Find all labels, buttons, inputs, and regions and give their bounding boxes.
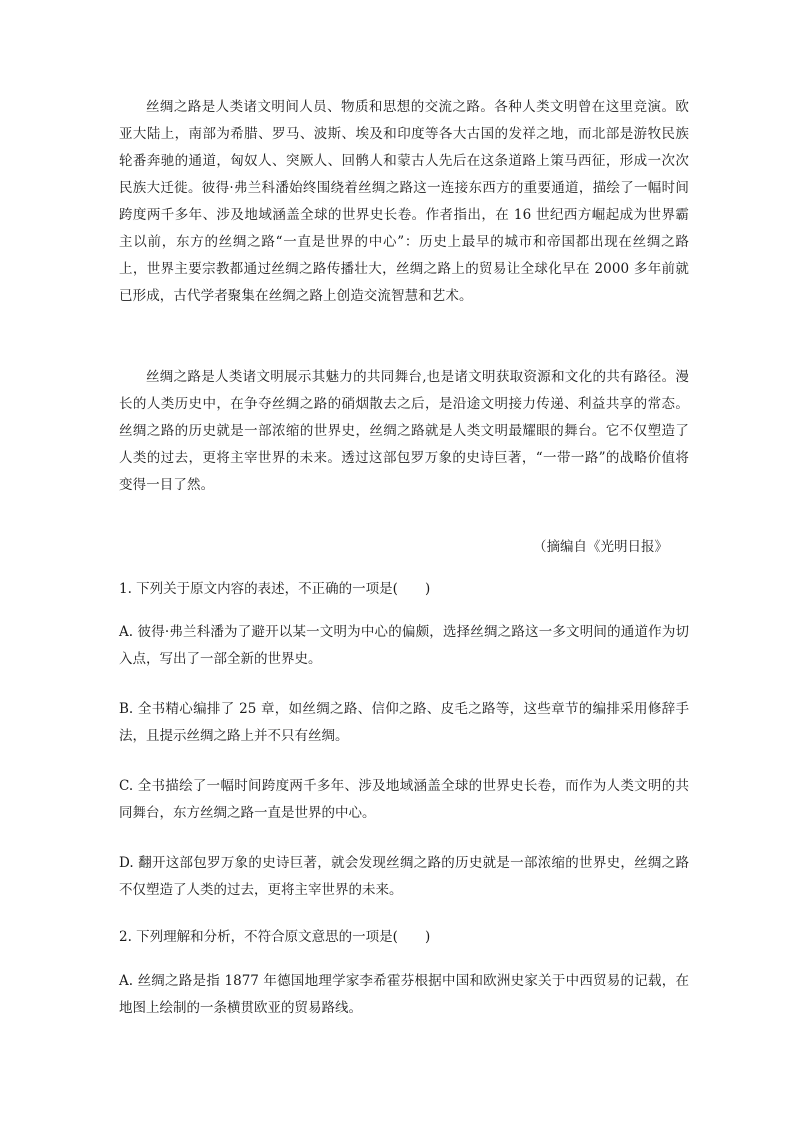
passage-paragraph-1: 丝绸之路是人类诸文明间人员、物质和思想的交流之路。各种人类文明曾在这里竞演。欧亚大陆上，南部为希腊、罗马、波斯、埃及和印度等各大古国的发祥之地，而北部是游牧民族轮番奔驰的通道，匈奴人、突厥人、回鹘人和蒙古人先后在这条道路上策马西征，形成一次次民族大迁徙。彼得·弗兰科潘始终围绕着丝绸之路这一连接东西方的重要通道，描绘了一幅时间跨度两千多年、涉及地域涵盖全球的世界史长卷。作者指出，在 16 世纪西方崛起成为世界霸主以前，东方的丝绸之路“一直是世界的中心”：历史上最早的城市和帝国都出现在丝绸之路上，世界主要宗教都通过丝绸之路传播壮大，丝绸之路上的贸易让全球化早在 2000 多年前就已形成，古代学者聚集在丝绸之路上创造交流智慧和艺术。 [119,99,689,304]
question-1-option-d: D. 翻开这部包罗万象的史诗巨著，就会发现丝绸之路的历史就是一部浓缩的世界史，丝绸之路不仅塑造了人类的过去，更将主宰世界的未来。 [119,855,689,898]
question-1-option-c: C. 全书描绘了一幅时间跨度两千多年、涉及地域涵盖全球的世界史长卷，而作为人类文明的共同舞台，东方丝绸之路一直是世界的中心。 [119,778,689,821]
passage-paragraph-2: 丝绸之路是人类诸文明展示其魅力的共同舞台,也是诸文明获取资源和文化的共有路径。漫长的人类历史中，在争夺丝绸之路的硝烟散去之后，是沿途文明接力传递、利益共享的常态。丝绸之路的历史就是一部浓缩的世界史，丝绸之路就是人类文明最耀眼的舞台。它不仅塑造了人类的过去，更将主宰世界的未来。透过这部包罗万象的史诗巨著，“一带一路”的战略价值将变得一目了然。 [119,369,689,493]
question-2-option-a: A. 丝绸之路是指 1877 年德国地理学家李希霍芬根据中国和欧洲史家关于中西贸易的记载，在地图上绘制的一条横贯欧亚的贸易路线。 [119,973,689,1016]
passage-source: （摘编自《光明日报》 [533,539,668,555]
question-2-stem: 2. 下列理解和分析，不符合原文意思的一项是( ) [119,929,431,945]
question-1-option-b: B. 全书精心编排了 25 章，如丝绸之路、信仰之路、皮毛之路等，这些章节的编排采用修辞手法，且提示丝绸之路上并不只有丝绸。 [119,701,689,744]
question-1-option-a: A. 彼得·弗兰科潘为了避开以某一文明为中心的偏颇，选择丝绸之路这一多文明间的通道作为切入点，写出了一部全新的世界史。 [119,624,689,667]
question-1-stem: 1. 下列关于原文内容的表述，不正确的一项是( ) [119,581,431,597]
